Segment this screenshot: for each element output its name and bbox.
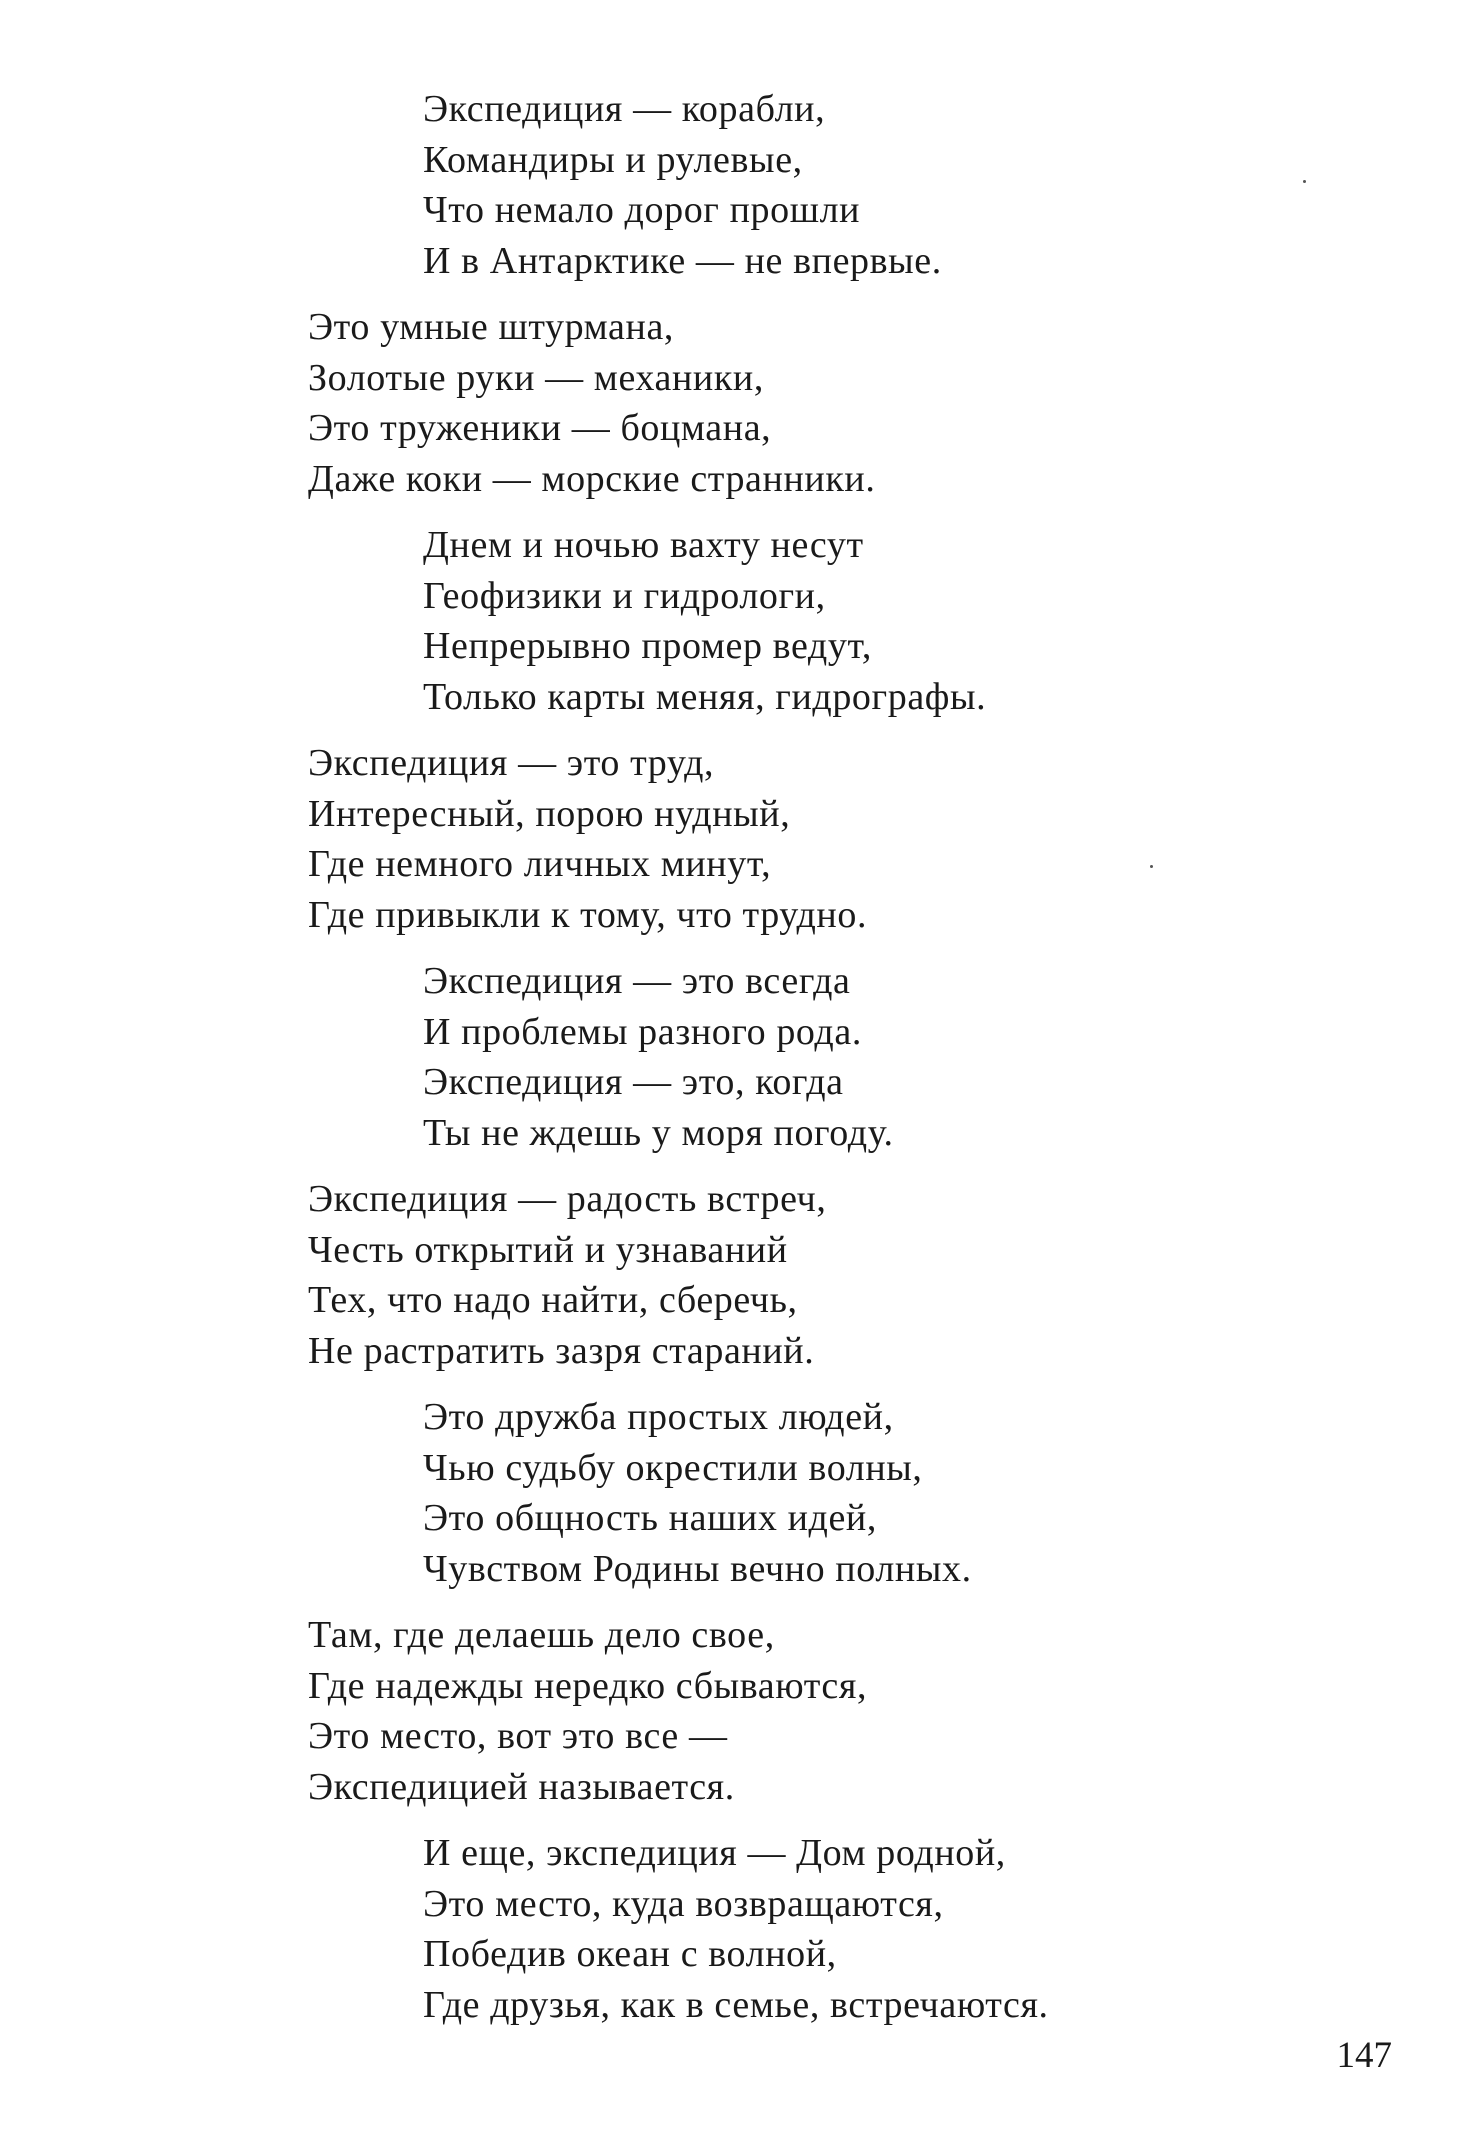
poem [308,84,1308,2030]
poem-line: Это умные штурмана, [308,306,675,348]
poem-line: Где немного личных минут, [308,843,772,885]
poem-line: Командиры и рулевые, [423,138,803,181]
poem-line: И еще, экспедиция — Дом родной, [423,1832,1006,1874]
stanza [308,520,1308,722]
poem-line: Непрерывно промер ведут, [423,625,872,667]
stanza [308,1174,1308,1376]
poem-line: Только карты меняя, гидрографы. [423,675,987,718]
page-number: 147 [1336,2035,1392,2076]
poem-line: Золотые руки — механики, [308,356,764,399]
scan-speck [1150,865,1153,868]
poem-line: Честь открытий и узнаваний [308,1228,788,1271]
poem-line: Победив океан с волной, [423,1933,837,1975]
poem-line: Где надежды нередко сбываются, [308,1664,868,1707]
poem-line: Это место, вот это все — [308,1715,728,1757]
stanza [308,1610,1308,1812]
poem-line: Ты не ждешь у моря погоду. [423,1111,894,1154]
poem-line: Где друзья, как в семье, встречаются. [423,1983,1049,2026]
poem-line: Экспедиция — это, когда [423,1061,844,1103]
poem-line: Это дружба простых людей, [423,1396,894,1438]
poem-line: Чью судьбу окрестили волны, [423,1446,923,1489]
poem-line: Что немало дорог прошли [423,189,861,231]
poem-line: Экспедиция — корабли, [423,88,826,130]
scan-speck [1303,180,1306,183]
poem-line: Днем и ночью вахту несут [423,524,864,566]
stanza [308,302,1308,504]
poem-line: Это место, куда возвращаются, [423,1882,944,1925]
stanza [308,1828,1308,2030]
poem-line: Где привыкли к тому, что трудно. [308,893,868,936]
poem-line: Это труженики — боцмана, [308,407,772,449]
poem-line: Тех, что надо найти, сберечь, [308,1279,798,1321]
poem-line: Экспедиция — это труд, [308,742,715,784]
poem-line: Там, где делаешь дело свое, [308,1614,775,1656]
poem-line: Чувством Родины вечно полных. [423,1547,972,1590]
poem-line: И проблемы разного рода. [423,1010,862,1053]
stanza [308,1392,1308,1594]
poem-line: Геофизики и гидрологи, [423,574,826,617]
poem-line: Интересный, порою нудный, [308,792,791,835]
poem-line: Экспедиция — радость встреч, [308,1178,827,1220]
stanza [308,738,1308,940]
stanza [308,956,1308,1158]
stanza [308,84,1308,286]
poem-line: Экспедицией называется. [308,1765,735,1808]
poem-line: Даже коки — морские странники. [308,457,876,500]
poem-line: Не растратить зазря стараний. [308,1329,815,1372]
poem-line: Это общность наших идей, [423,1497,877,1539]
poem-line: И в Антарктике — не впервые. [423,239,942,282]
poem-line: Экспедиция — это всегда [423,960,851,1002]
